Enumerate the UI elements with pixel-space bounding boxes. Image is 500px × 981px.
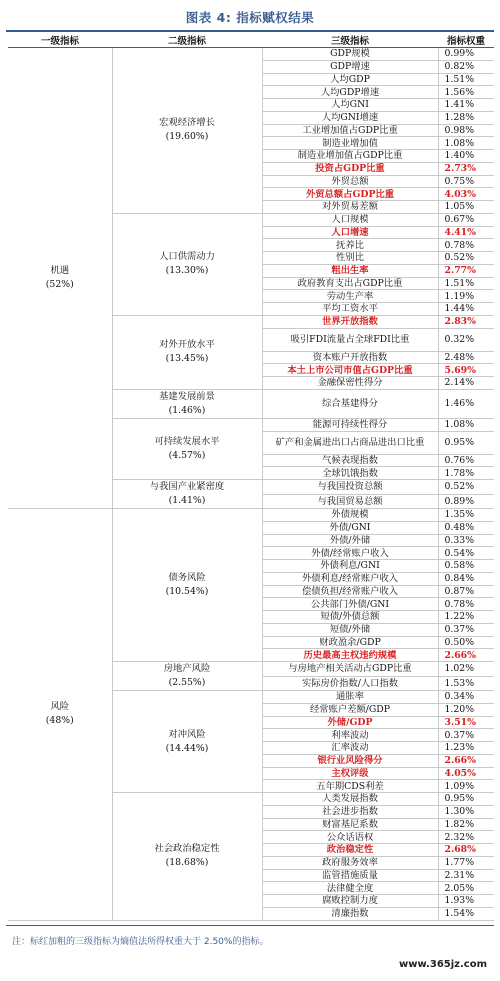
level3-name: 对外贸易差额 xyxy=(262,201,438,214)
level2-name: 与我国产业紧密度 xyxy=(149,481,225,492)
level3-name: 利率波动 xyxy=(262,729,438,742)
level3-weight: 0.58% xyxy=(438,560,494,573)
level3-weight: 2.31% xyxy=(438,869,494,882)
level3-name: 与我国投资总额 xyxy=(262,480,438,495)
level3-name: 抚养比 xyxy=(262,239,438,252)
level3-name: 通胀率 xyxy=(262,691,438,704)
level3-weight: 0.95% xyxy=(438,431,494,454)
bottom-rule xyxy=(6,925,494,926)
level3-weight: 2.32% xyxy=(438,831,494,844)
level3-name: 工业增加值占GDP比重 xyxy=(262,124,438,137)
level3-weight: 2.73% xyxy=(438,162,494,175)
level3-name: 短债/外储 xyxy=(262,623,438,636)
level3-name: 矿产和金属进出口占商品进出口比重 xyxy=(262,431,438,454)
level3-name: 投资占GDP比重 xyxy=(262,162,438,175)
level3-weight: 4.05% xyxy=(438,767,494,780)
level3-weight: 0.82% xyxy=(438,60,494,73)
level3-weight: 1.23% xyxy=(438,742,494,755)
level3-weight: 1.20% xyxy=(438,703,494,716)
level3-name: 监管措施质量 xyxy=(262,869,438,882)
level2-cell xyxy=(112,418,262,479)
level3-weight: 0.67% xyxy=(438,213,494,226)
level1-name: 机遇 xyxy=(50,265,70,276)
level3-name: 与我国贸易总额 xyxy=(262,494,438,509)
level3-name: 政府服务效率 xyxy=(262,856,438,869)
level3-name: 与房地产相关活动占GDP比重 xyxy=(262,662,438,677)
level3-name: 气候表现指数 xyxy=(262,454,438,467)
header-level2: 二级指标 xyxy=(112,33,262,48)
level3-weight: 2.14% xyxy=(438,377,494,390)
level3-weight: 0.78% xyxy=(438,598,494,611)
level3-name: 外债/经常账户收入 xyxy=(262,547,438,560)
level2-name: 社会政治稳定性 xyxy=(154,843,220,855)
level3-weight: 1.53% xyxy=(438,676,494,691)
level3-weight: 0.37% xyxy=(438,623,494,636)
level3-weight: 2.68% xyxy=(438,844,494,857)
level2-name: 基建发展前景 xyxy=(159,390,215,402)
level3-weight: 0.84% xyxy=(438,572,494,585)
level3-name: 吸引FDI流量占全球FDI比重 xyxy=(262,328,438,351)
level3-name: 资本账户开放指数 xyxy=(262,351,438,364)
level3-name: GDP增速 xyxy=(262,60,438,73)
level3-name: 性别比 xyxy=(262,252,438,265)
level3-name: 公共部门外债/GNI xyxy=(262,598,438,611)
level3-weight: 1.93% xyxy=(438,895,494,908)
level2-cell xyxy=(112,691,262,793)
level3-name: 实际房价指数/人口指数 xyxy=(262,676,438,691)
header-row xyxy=(8,33,494,48)
level2-name: 对外开放水平 xyxy=(159,339,215,351)
level3-weight: 1.02% xyxy=(438,662,494,677)
level3-weight: 1.30% xyxy=(438,805,494,818)
level3-name: 财富基尼系数 xyxy=(262,818,438,831)
level3-name: GDP规模 xyxy=(262,48,438,61)
table-row xyxy=(8,48,494,61)
level3-name: 公众话语权 xyxy=(262,831,438,844)
level3-name: 世界开放指数 xyxy=(262,315,438,328)
level3-weight: 4.41% xyxy=(438,226,494,239)
level3-weight: 1.46% xyxy=(438,389,494,418)
level3-name: 全球饥饿指数 xyxy=(262,467,438,480)
level3-weight: 1.77% xyxy=(438,856,494,869)
level2-weight: (1.46%) xyxy=(168,404,206,416)
level3-name: 社会进步指数 xyxy=(262,805,438,818)
level2-name: 宏观经济增长 xyxy=(159,117,215,129)
level3-weight: 3.51% xyxy=(438,716,494,729)
level3-weight: 1.05% xyxy=(438,201,494,214)
level3-name: 粗出生率 xyxy=(262,264,438,277)
level3-weight: 1.41% xyxy=(438,99,494,112)
level3-weight: 1.44% xyxy=(438,303,494,316)
level3-weight: 0.78% xyxy=(438,239,494,252)
level3-weight: 0.33% xyxy=(438,534,494,547)
level3-weight: 1.78% xyxy=(438,467,494,480)
level3-name: 外贸总额 xyxy=(262,175,438,188)
level2-weight: (13.45%) xyxy=(165,353,209,365)
level3-weight: 1.56% xyxy=(438,86,494,99)
level2-weight: (19.60%) xyxy=(165,131,209,143)
level2-cell xyxy=(112,315,262,389)
level3-weight: 1.54% xyxy=(438,907,494,920)
level3-weight: 0.32% xyxy=(438,328,494,351)
level3-name: 人均GDP增速 xyxy=(262,86,438,99)
level3-weight: 0.52% xyxy=(438,252,494,265)
level3-weight: 2.77% xyxy=(438,264,494,277)
level3-name: 人均GNI增速 xyxy=(262,111,438,124)
level3-weight: 0.87% xyxy=(438,585,494,598)
level3-name: 综合基建得分 xyxy=(262,389,438,418)
level3-weight: 0.54% xyxy=(438,547,494,560)
table-body xyxy=(8,48,494,921)
level3-weight: 1.40% xyxy=(438,150,494,163)
level3-name: 制造业增加值占GDP比重 xyxy=(262,150,438,163)
level3-name: 人均GNI xyxy=(262,99,438,112)
header-weight: 指标权重 xyxy=(438,33,494,48)
footnote: 注：标红加粗的三级指标为熵值法所得权重大于 2.50%的指标。 xyxy=(12,937,269,947)
level2-name: 对冲风险 xyxy=(168,728,206,740)
level3-weight: 1.08% xyxy=(438,137,494,150)
level3-weight: 0.50% xyxy=(438,636,494,649)
level3-weight: 1.08% xyxy=(438,418,494,431)
level3-name: 政治稳定性 xyxy=(262,844,438,857)
level3-name: 汇率波动 xyxy=(262,742,438,755)
level1-name: 风险 xyxy=(50,701,70,713)
level3-weight: 2.83% xyxy=(438,315,494,328)
level3-name: 历史最高主权违约规模 xyxy=(262,649,438,662)
level2-name: 债务风险 xyxy=(168,572,206,583)
level3-weight: 1.22% xyxy=(438,611,494,624)
level3-name: 短债/外债总额 xyxy=(262,611,438,624)
level3-name: 能源可持续性得分 xyxy=(262,418,438,431)
level3-name: 外债/GNI xyxy=(262,521,438,534)
level3-weight: 0.76% xyxy=(438,454,494,467)
level2-cell xyxy=(112,213,262,315)
level2-weight: (2.55%) xyxy=(168,677,206,688)
level3-name: 外债利息/GNI xyxy=(262,560,438,573)
level2-cell xyxy=(112,509,262,662)
level3-name: 偿债负担/经常账户收入 xyxy=(262,585,438,598)
level3-name: 制造业增加值 xyxy=(262,137,438,150)
level3-name: 外贸总额占GDP比重 xyxy=(262,188,438,201)
level2-weight: (1.41%) xyxy=(168,495,206,506)
level3-weight: 0.37% xyxy=(438,729,494,742)
level2-name: 人口供需动力 xyxy=(159,251,215,263)
level3-name: 人类发展指数 xyxy=(262,793,438,806)
level3-weight: 2.66% xyxy=(438,754,494,767)
level3-weight: 0.99% xyxy=(438,48,494,61)
level3-weight: 1.51% xyxy=(438,277,494,290)
level3-weight: 0.98% xyxy=(438,124,494,137)
level3-name: 平均工资水平 xyxy=(262,303,438,316)
level2-cell xyxy=(112,793,262,921)
level3-weight: 1.19% xyxy=(438,290,494,303)
level2-weight: (13.30%) xyxy=(165,265,209,277)
level3-name: 五年期CDS利差 xyxy=(262,780,438,793)
level3-name: 法律健全度 xyxy=(262,882,438,895)
level3-name: 外债利息/经常账户收入 xyxy=(262,572,438,585)
level3-weight: 5.69% xyxy=(438,364,494,377)
level3-weight: 2.48% xyxy=(438,351,494,364)
level2-cell xyxy=(112,662,262,691)
level1-cell xyxy=(8,48,112,509)
level3-name: 人口规模 xyxy=(262,213,438,226)
level3-weight: 2.05% xyxy=(438,882,494,895)
level3-weight: 2.66% xyxy=(438,649,494,662)
level3-name: 腐败控制力度 xyxy=(262,895,438,908)
level3-name: 政府教育支出占GDP比重 xyxy=(262,277,438,290)
level3-weight: 4.03% xyxy=(438,188,494,201)
level2-weight: (4.57%) xyxy=(168,449,206,461)
level3-weight: 1.35% xyxy=(438,509,494,522)
level2-weight: (14.44%) xyxy=(165,742,209,754)
level3-weight: 1.28% xyxy=(438,111,494,124)
level3-weight: 1.82% xyxy=(438,818,494,831)
level2-name: 房地产风险 xyxy=(163,663,211,674)
level3-name: 清廉指数 xyxy=(262,907,438,920)
level3-name: 外债规模 xyxy=(262,509,438,522)
level1-cell xyxy=(8,509,112,921)
weights-table xyxy=(8,33,494,921)
level2-cell xyxy=(112,389,262,418)
top-rule xyxy=(6,30,494,32)
chart-title: 图表 4: 指标赋权结果 xyxy=(185,10,315,25)
table-row xyxy=(8,509,494,522)
level3-name: 主权评级 xyxy=(262,767,438,780)
header-level3: 三级指标 xyxy=(262,33,438,48)
level3-weight: 0.89% xyxy=(438,494,494,509)
level3-name: 财政盈余/GDP xyxy=(262,636,438,649)
level3-weight: 0.34% xyxy=(438,691,494,704)
watermark-text: www.365jz.com xyxy=(396,958,490,971)
level3-name: 劳动生产率 xyxy=(262,290,438,303)
level2-weight: (18.68%) xyxy=(165,857,209,869)
level3-name: 外储/GDP xyxy=(262,716,438,729)
level2-weight: (10.54%) xyxy=(165,586,209,597)
level3-name: 银行业风险得分 xyxy=(262,754,438,767)
level3-name: 本土上市公司市值占GDP比重 xyxy=(262,364,438,377)
level2-name: 可持续发展水平 xyxy=(154,435,220,447)
level3-name: 金融保密性得分 xyxy=(262,377,438,390)
level1-weight: (48%) xyxy=(45,715,74,727)
level3-weight: 0.75% xyxy=(438,175,494,188)
level3-name: 外债/外储 xyxy=(262,534,438,547)
header-level1: 一级指标 xyxy=(8,33,112,48)
level3-name: 经常账户差额/GDP xyxy=(262,703,438,716)
level3-weight: 0.52% xyxy=(438,480,494,495)
level3-name: 人口增速 xyxy=(262,226,438,239)
level2-cell xyxy=(112,480,262,509)
level3-name: 人均GDP xyxy=(262,73,438,86)
level3-weight: 0.95% xyxy=(438,793,494,806)
level3-weight: 1.09% xyxy=(438,780,494,793)
level1-weight: (52%) xyxy=(45,279,74,290)
level3-weight: 1.51% xyxy=(438,73,494,86)
level2-cell xyxy=(112,48,262,214)
level3-weight: 0.48% xyxy=(438,521,494,534)
